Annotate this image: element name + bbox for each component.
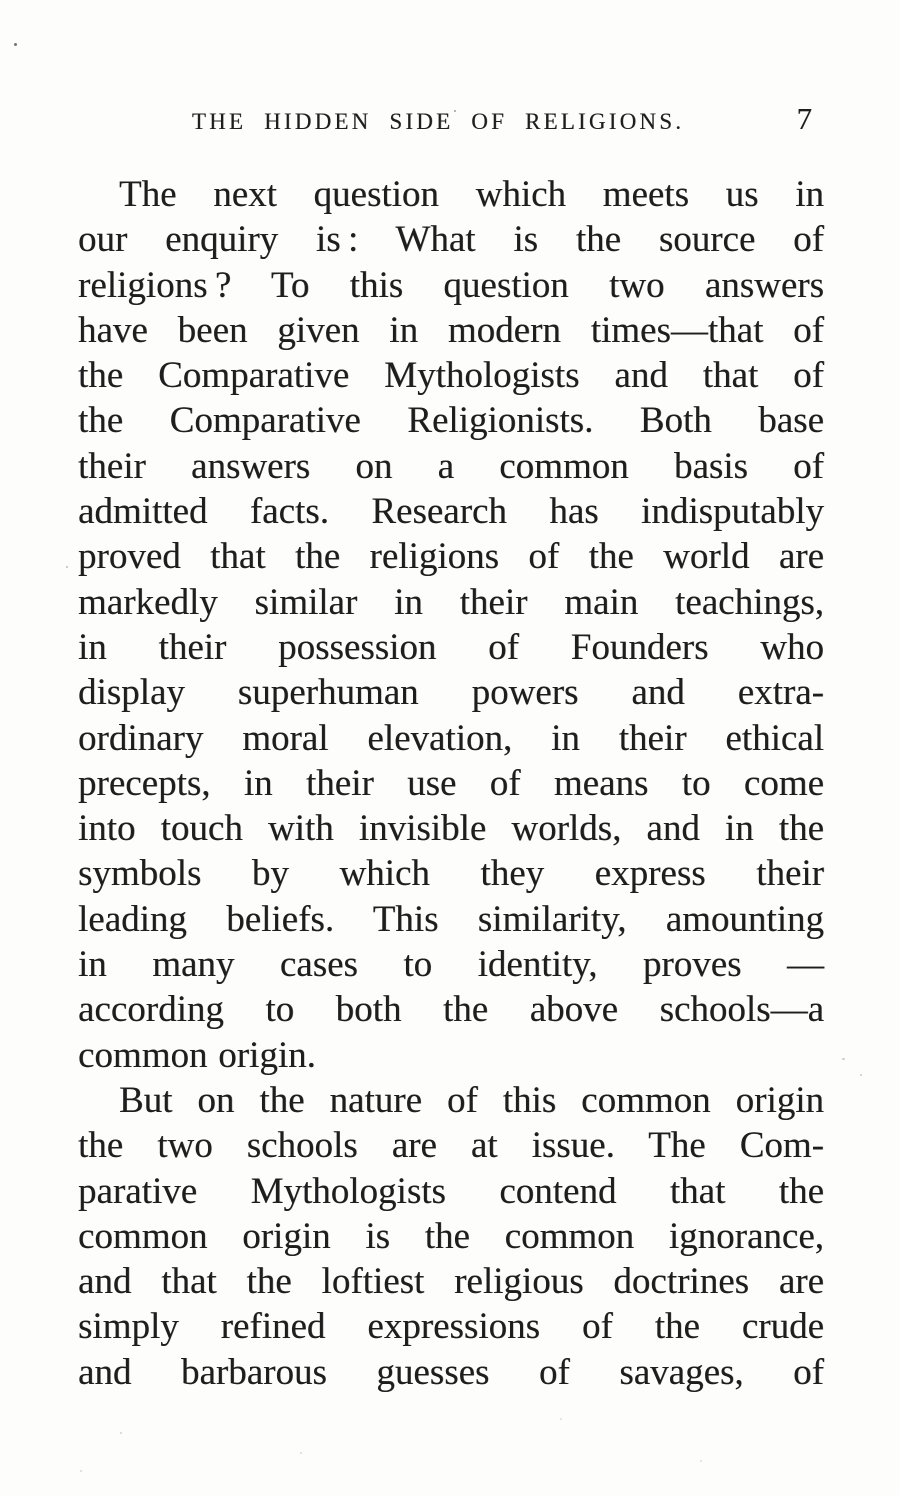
scan-speck: [560, 1418, 562, 1420]
body-line-9: proved that the religions of the world are: [78, 536, 824, 578]
body-line-15: into touch with invisible worlds, and in the: [78, 808, 824, 850]
running-title: THE HIDDEN SIDE OF RELIGIONS.: [191, 109, 685, 134]
body-line-26: simply refined expressions of the crude: [78, 1306, 824, 1348]
scan-speck: [700, 1460, 702, 1462]
scan-speck: [120, 1432, 122, 1434]
body-line-8: admitted facts. Research has indisputably: [78, 491, 824, 533]
scan-speck: [860, 1074, 862, 1076]
body-line-1: The next question which meets us in: [119, 174, 824, 215]
body-line-17: leading beliefs. This similarity, amounting: [78, 898, 824, 940]
running-header: [78, 100, 824, 146]
body-line-22: the two schools are at issue. The Com-: [78, 1125, 824, 1167]
body-line-23: parative Mythologists contend that the: [78, 1170, 824, 1212]
body-line-3: religions ? To this question two answers: [78, 264, 824, 306]
scan-speck: [80, 1470, 82, 1472]
body-line-7: their answers on a common basis of: [78, 445, 824, 487]
page-number: 7: [796, 101, 812, 136]
body-line-20: common origin.: [78, 1034, 316, 1076]
body-line-11: in their possession of Founders who: [78, 626, 824, 668]
body-line-25: and that the loftiest religious doctrines are: [78, 1261, 824, 1303]
body-text: [78, 172, 824, 1395]
body-line-4: have been given in modern times—that of: [78, 309, 824, 351]
body-line-6: the Comparative Religionists. Both base: [78, 400, 824, 442]
scan-speck: [66, 566, 68, 568]
body-line-13: ordinary moral elevation, in their ethical: [78, 717, 824, 759]
body-line-14: precepts, in their use of means to come: [78, 762, 824, 804]
scan-speck: [14, 43, 17, 46]
body-line-10: markedly similar in their main teachings,: [78, 581, 824, 623]
body-line-18: in many cases to identity, proves —: [78, 944, 824, 986]
scan-speck: [454, 110, 456, 112]
body-line-27: and barbarous guesses of savages, of: [78, 1351, 824, 1393]
scan-speck: [842, 1058, 845, 1060]
body-line-19: according to both the above schools—a: [78, 989, 824, 1031]
scan-speck: [300, 1452, 302, 1454]
body-line-2: our enquiry is : What is the source of: [78, 219, 824, 261]
body-line-21: But on the nature of this common origin: [119, 1079, 824, 1121]
body-line-12: display superhuman powers and extra-: [78, 672, 824, 714]
body-line-24: common origin is the common ignorance,: [78, 1215, 824, 1257]
body-line-5: the Comparative Mythologists and that of: [78, 355, 824, 397]
body-line-16: symbols by which they express their: [78, 853, 824, 895]
